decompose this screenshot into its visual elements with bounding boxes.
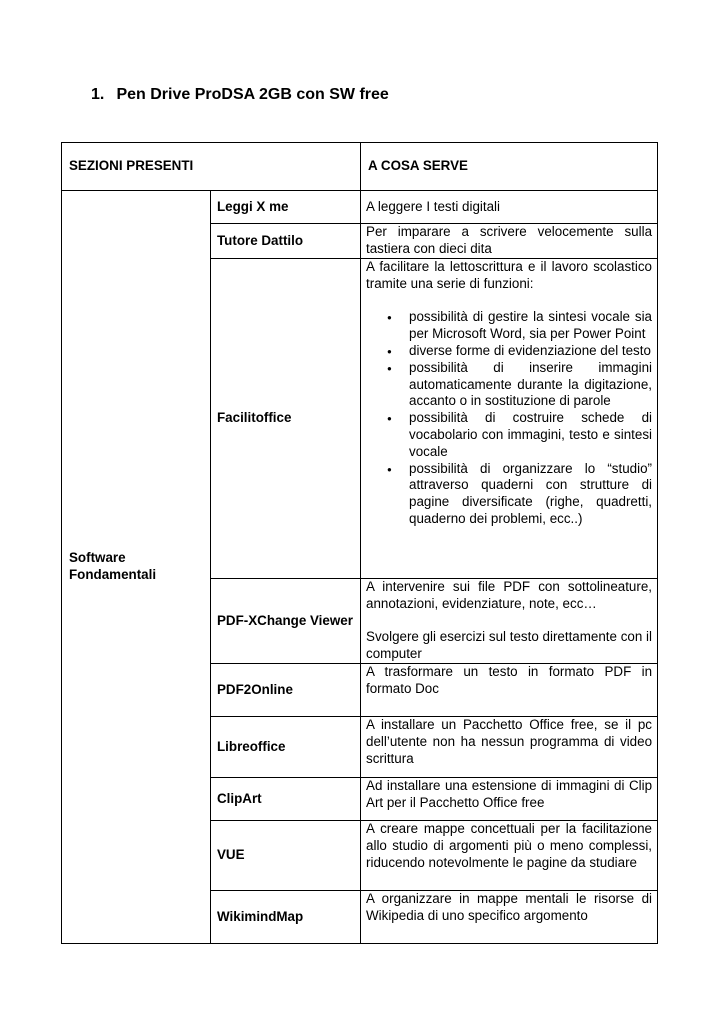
software-name: Tutore Dattilo	[211, 224, 361, 259]
list-item: ● diverse forme di evidenziazione del testo	[366, 343, 652, 360]
software-name: Facilitoffice	[211, 259, 361, 579]
header-sezioni: SEZIONI PRESENTI	[62, 143, 361, 191]
section-label: Software Fondamentali	[62, 191, 211, 944]
software-description: Ad installare una estensione di immagini di Clip Art per il Pacchetto Office free	[361, 777, 658, 820]
list-item: ● possibilità di inserire immagini automaticamente durante la digitazione, accanto o in sostituzione di parole	[366, 360, 652, 410]
table-header-row	[62, 143, 658, 191]
software-table	[61, 142, 658, 944]
page-heading	[91, 86, 389, 104]
software-description: A installare un Pacchetto Office free, se il pc dell’utente non ha nessun programma di video scrittura	[361, 716, 658, 777]
list-item: ● possibilità di organizzare lo “studio” attraverso quaderni con strutture di pagine diversificate (righe, quadretti, quaderno dei problemi, ecc..)	[366, 461, 652, 528]
software-name: Leggi X me	[211, 191, 361, 224]
software-name: PDF2Online	[211, 663, 361, 716]
software-name: ClipArt	[211, 777, 361, 820]
list-item: ● possibilità di gestire la sintesi vocale sia per Microsoft Word, sia per Power Point	[366, 309, 652, 343]
software-name: VUE	[211, 820, 361, 890]
software-description: A creare mappe concettuali per la facilitazione allo studio di argomenti più o meno complessi, riducendo notevolmente le pagine da studiare	[361, 820, 658, 890]
table-row	[62, 191, 658, 224]
feature-list	[366, 309, 652, 527]
software-name: Libreoffice	[211, 716, 361, 777]
software-description: A organizzare in mappe mentali le risorse di Wikipedia di uno specifico argomento	[361, 890, 658, 943]
header-a-cosa-serve: A COSA SERVE	[361, 143, 658, 191]
software-description: Per imparare a scrivere velocemente sulla tastiera con dieci dita	[361, 224, 658, 259]
software-name: PDF-XChange Viewer	[211, 579, 361, 664]
heading-title: Pen Drive ProDSA 2GB con SW free	[116, 86, 389, 103]
software-description: A facilitare la lettoscrittura e il lavoro scolastico tramite una serie di funzioni: ● possibilità di gestire la sintesi vocale sia per Microsoft Word, sia per Power Point ● diverse forme di evidenziazione del testo ● possibilità di inserire immagini automaticamente durante la digitazione, accanto o in sostituzione di parole ● possibilità di costruire schede di vocabolario con immagini, testo e sintesi vocale ● possibilità di organizzare lo “studio” attraverso quaderni con strutture di pagine diversificate (righe, quadretti, quaderno dei problemi, ecc..)	[361, 259, 658, 579]
software-description: A intervenire sui file PDF con sottolineature, annotazioni, evidenziature, note, ecc… Svolgere gli esercizi sul testo direttamente con il computer	[361, 579, 658, 664]
list-item: ● possibilità di costruire schede di vocabolario con immagini, testo e sintesi vocale	[366, 410, 652, 460]
software-description: A trasformare un testo in formato PDF in formato Doc	[361, 663, 658, 716]
software-description: A leggere I testi digitali	[361, 191, 658, 224]
heading-number: 1.	[91, 86, 105, 103]
software-name: WikimindMap	[211, 890, 361, 943]
